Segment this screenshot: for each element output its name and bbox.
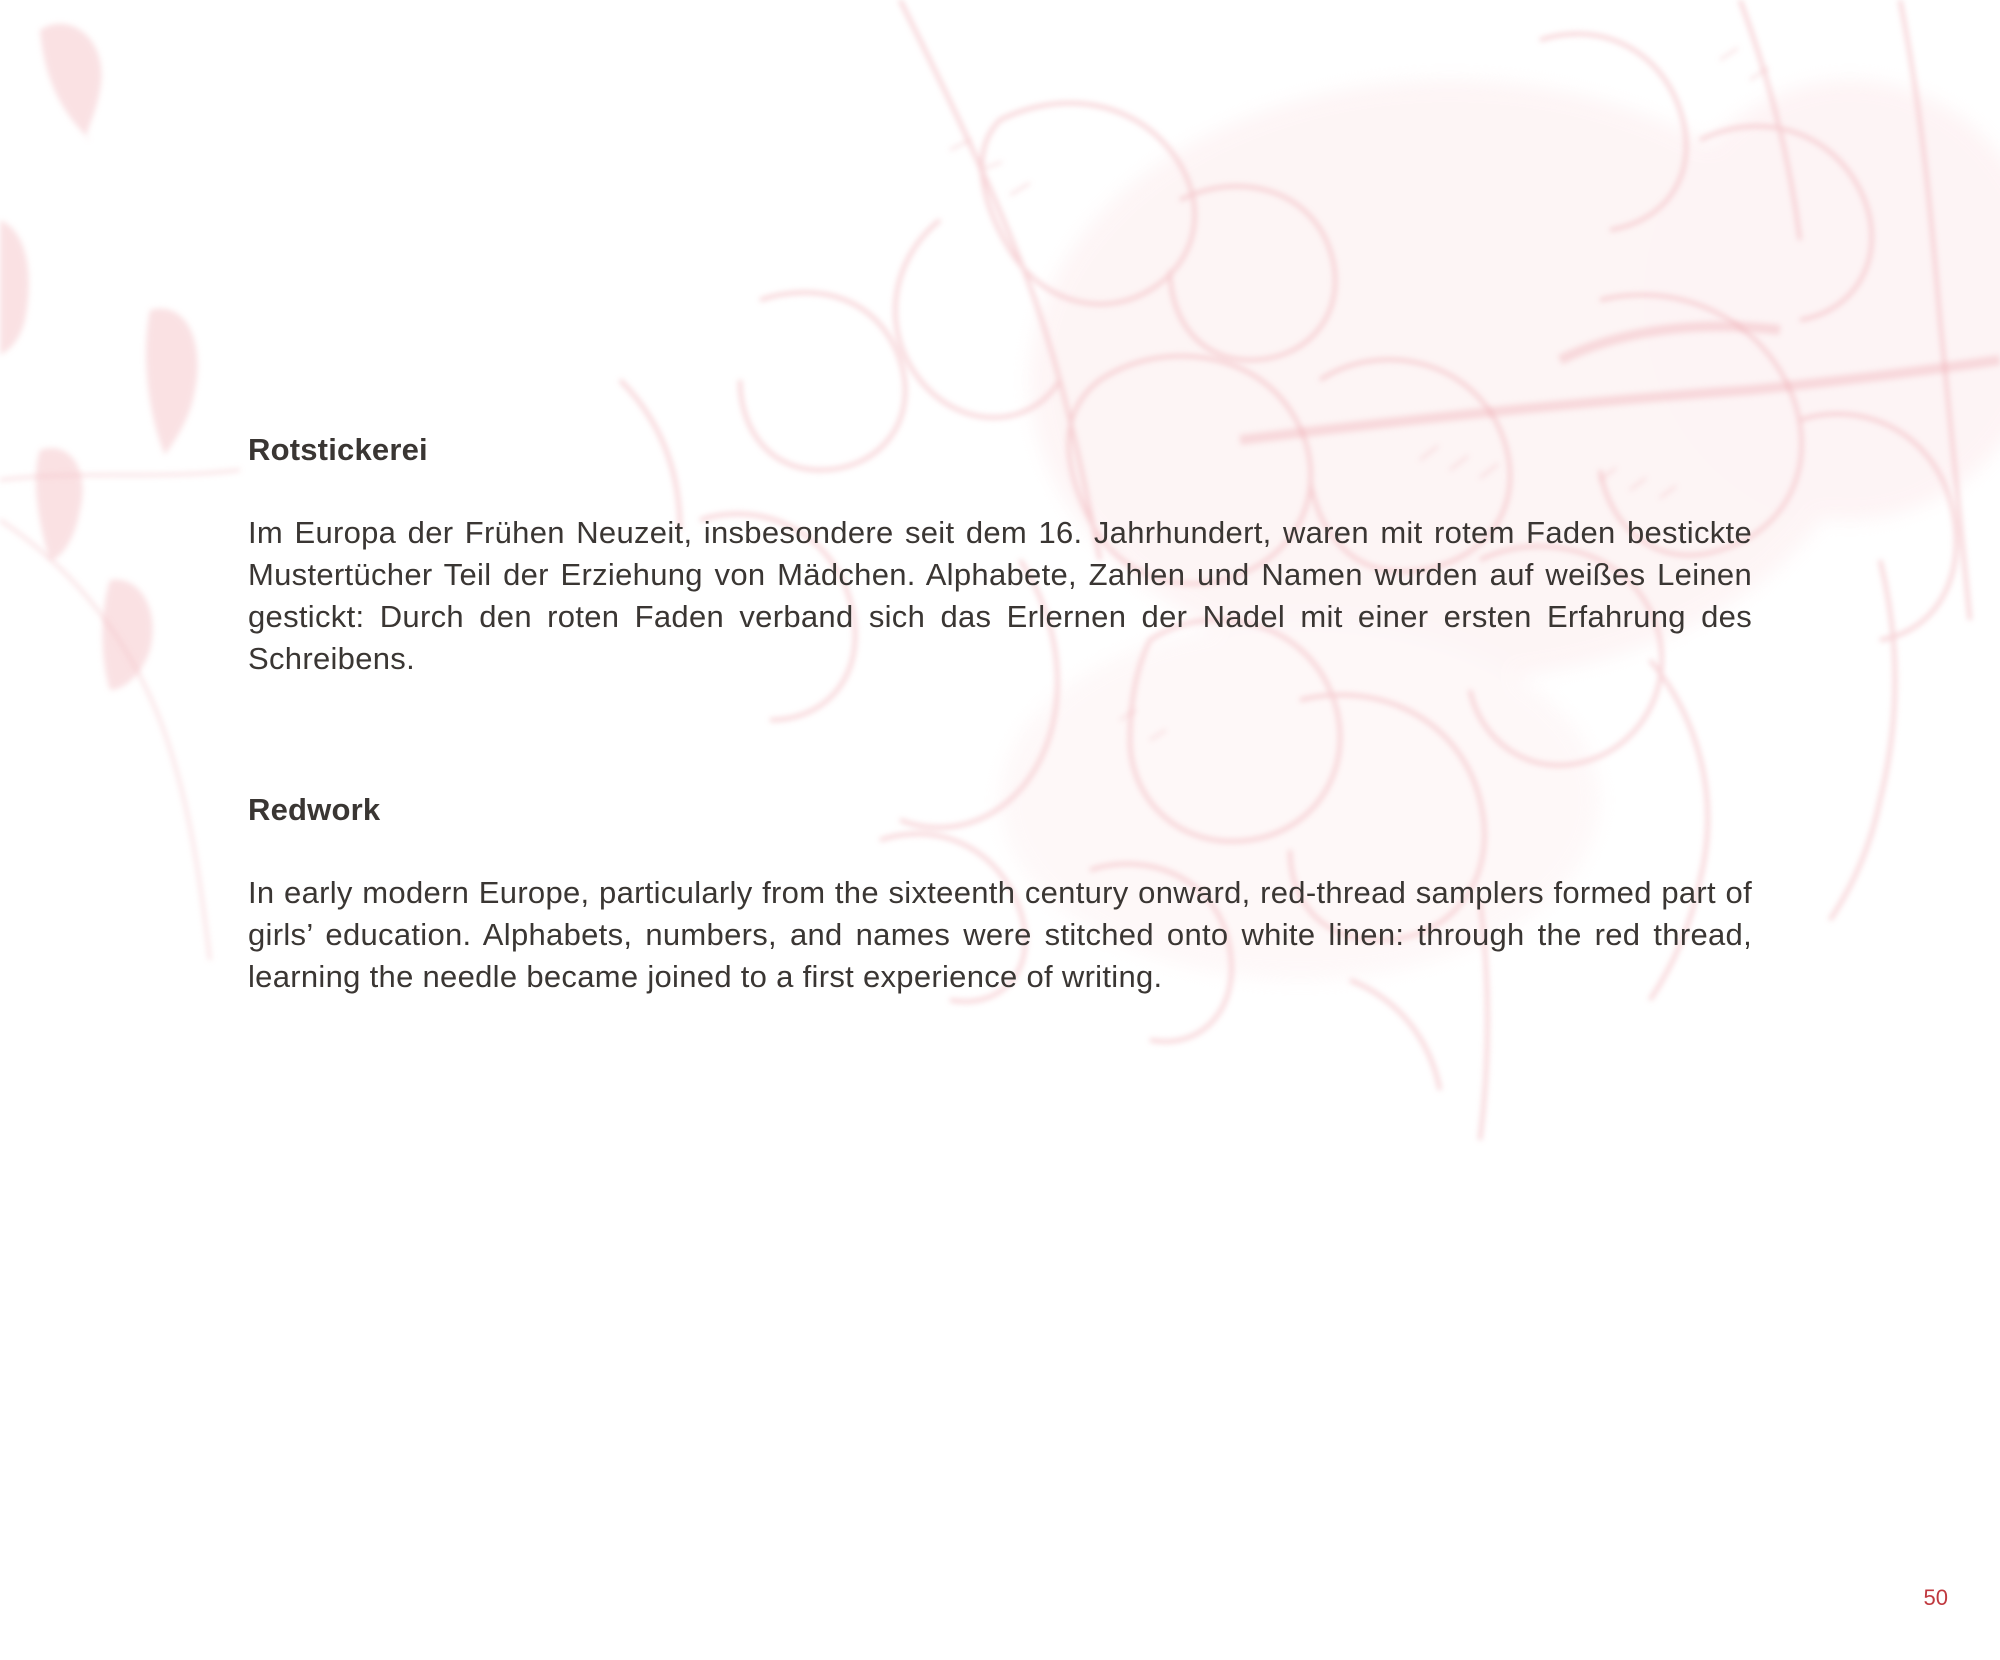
section-body-redwork: In early modern Europe, particularly from the sixteenth century onward, red-thread samplers formed part of girls’ education. Alphabets, numbers, and names were stitched onto white linen: through the red thread, learning the needle became joined to a first experience of writing. (248, 875, 1752, 994)
section-heading-rotstickerei: Rotstickerei (248, 432, 428, 467)
section-body-rotstickerei: Im Europa der Frühen Neuzeit, insbesondere seit dem 16. Jahrhundert, waren mit rotem Faden bestickte Mustertücher Teil der Erziehung von Mädchen. Alphabete, Zahlen und Namen wurden auf weißes Leinen gestickt: Durch den roten Faden verband sich das Erlernen der Nadel mit einer ersten Erfahrung des Schreibens. (248, 515, 1752, 676)
page-number: 50 (1923, 1585, 1948, 1610)
section-heading-redwork: Redwork (248, 792, 381, 827)
